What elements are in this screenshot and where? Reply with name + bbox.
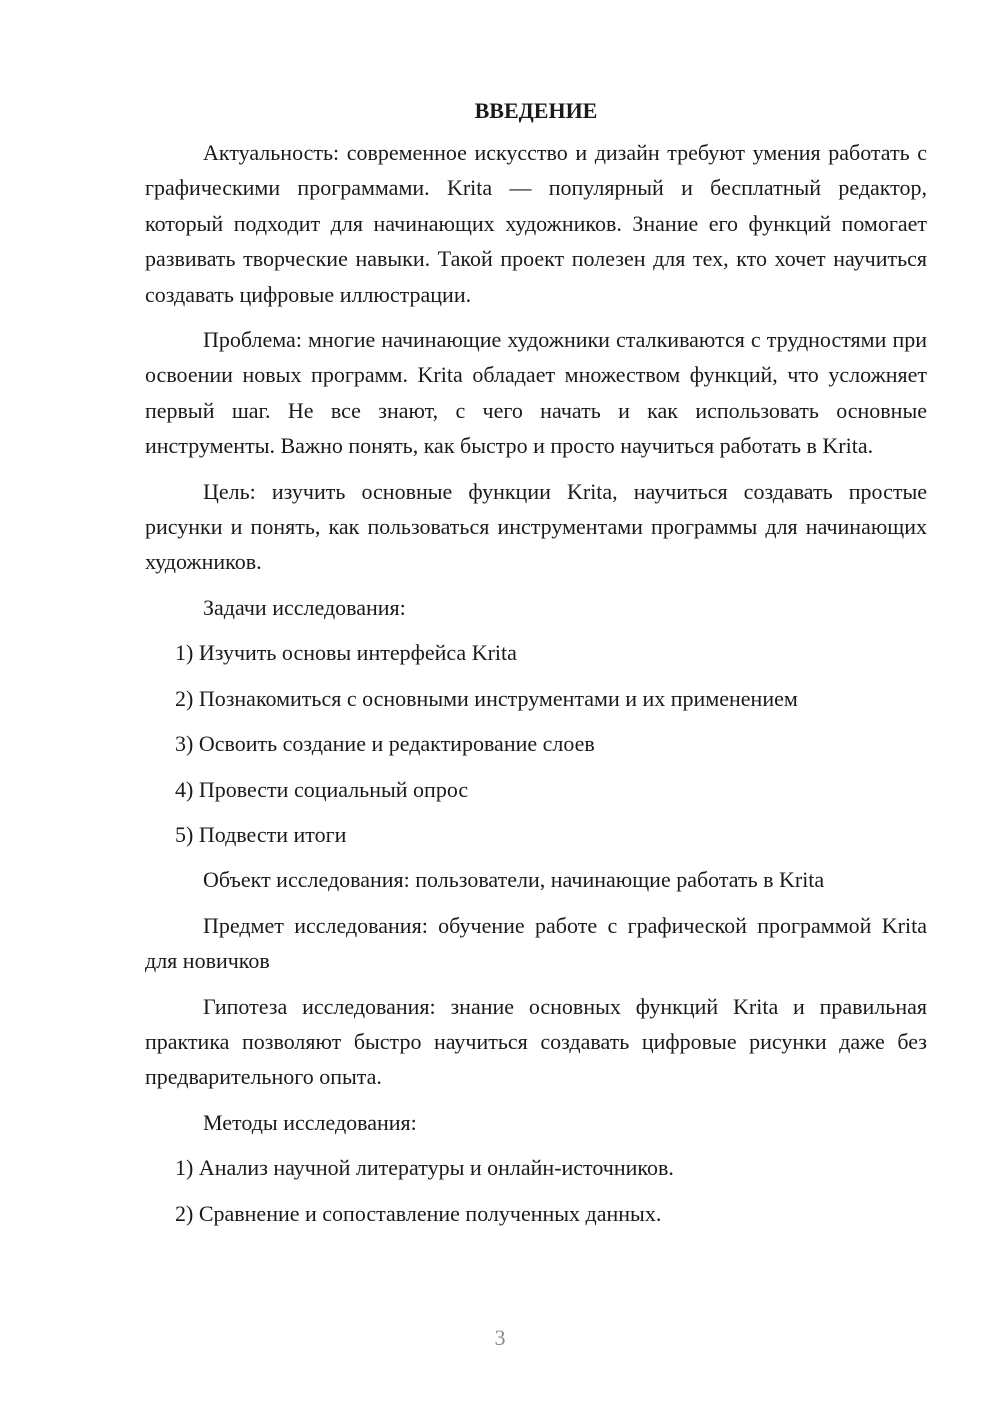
object-paragraph: Объект исследования: пользователи, начинающие работать в Krita [203,867,825,893]
page-number: 3 [494,1325,506,1350]
task-item: 5) Подвести итоги [175,821,347,847]
tasks-list [145,635,927,852]
methods-list [145,1150,927,1231]
method-item: 2) Сравнение и сопоставление полученных данных. [175,1200,662,1226]
subject-paragraph: Предмет исследования: обучение работе с графической программой Krita для новичков [145,912,927,974]
goal-paragraph: Цель: изучить основные функции Krita, научиться создавать простые рисунки и понять, как пользоваться инструментами программы для начинающих художников. [145,478,927,575]
hypothesis-paragraph: Гипотеза исследования: знание основных функций Krita и правильная практика позволяют быстро научиться создавать цифровые рисунки даже без предварительного опыта. [145,993,927,1090]
task-item: 4) Провести социальный опрос [175,776,469,802]
section-title: ВВЕДЕНИЕ [474,98,598,123]
tasks-heading: Задачи исследования: [203,594,406,620]
relevance-paragraph: Актуальность: современное искусство и дизайн требуют умения работать с графическими программами. Krita — популярный и бесплатный редактор, который подходит для начинающих художников. Знание его функций помогает развивать творческие навыки. Такой проект полезен для тех, кто хочет научиться создавать цифровые иллюстрации. [145,140,927,307]
task-item: 2) Познакомиться с основными инструментами и их применением [175,685,798,711]
methods-heading: Методы исследования: [203,1109,417,1135]
document-page [145,96,927,1241]
method-item: 1) Анализ научной литературы и онлайн-источников. [175,1155,674,1181]
task-item: 1) Изучить основы интерфейса Krita [175,640,517,666]
task-item: 3) Освоить создание и редактирование слоев [175,731,595,757]
problem-paragraph: Проблема: многие начинающие художники сталкиваются с трудностями при освоении новых программ. Krita обладает множеством функций, что усложняет первый шаг. Не все знают, с чего начать и как использовать основные инструменты. Важно понять, как быстро и просто научиться работать в Krita. [145,327,927,459]
